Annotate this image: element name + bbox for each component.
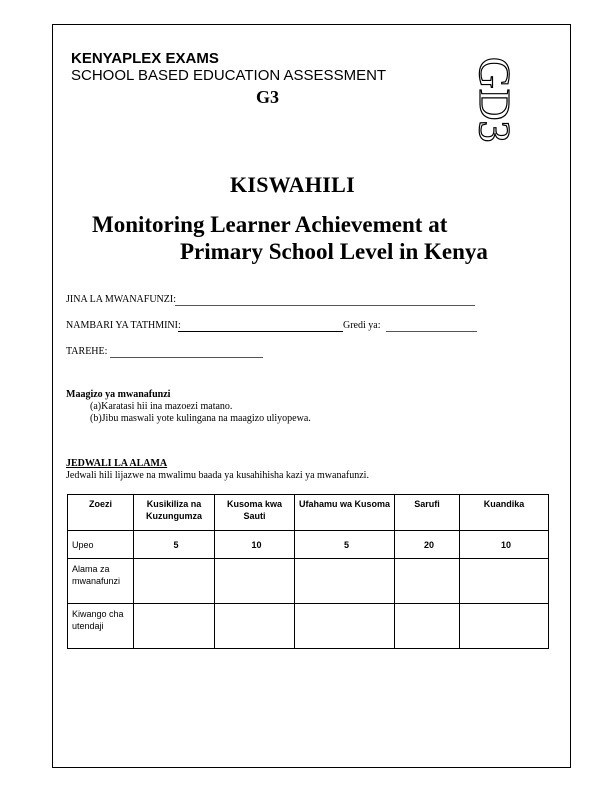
student-score-cell[interactable]	[215, 559, 295, 604]
row-label: Alama za mwanafunzi	[68, 559, 134, 604]
score-table-subtitle: Jedwali hili lijazwe na mwalimu baada ya kusahihisha kazi ya mwanafunzi.	[66, 470, 369, 481]
number-label: NAMBARI YA TATHMINI:	[66, 320, 181, 331]
performance-cell[interactable]	[215, 604, 295, 649]
performance-cell[interactable]	[395, 604, 460, 649]
side-grade-mark-text: GD3	[470, 57, 519, 143]
student-score-cell[interactable]	[395, 559, 460, 604]
max-score-cell: 10	[460, 531, 549, 559]
grade-field[interactable]	[386, 331, 477, 332]
subject-title: KISWAHILI	[230, 172, 355, 197]
column-header: Kusoma kwa Sauti	[215, 495, 295, 531]
assessment-title: SCHOOL BASED EDUCATION ASSESSMENT	[71, 67, 387, 84]
date-field[interactable]	[110, 357, 263, 358]
instruction-item: (a)Karatasi hii ina mazoezi matano.	[90, 401, 233, 412]
instruction-item: (b)Jibu maswali yote kulingana na maagizo uliyopewa.	[90, 413, 311, 424]
student-score-cell[interactable]	[295, 559, 395, 604]
score-table	[67, 494, 549, 649]
table-row	[68, 531, 549, 559]
column-header: Kusikiliza na Kuzungumza	[134, 495, 215, 531]
instructions-heading: Maagizo ya mwanafunzi	[66, 389, 171, 400]
performance-cell[interactable]	[134, 604, 215, 649]
grade-field-label: Gredi ya:	[343, 320, 381, 331]
column-header: Kuandika	[460, 495, 549, 531]
column-header: Sarufi	[395, 495, 460, 531]
name-field[interactable]	[175, 305, 475, 306]
max-score-cell: 10	[215, 531, 295, 559]
side-grade-mark	[470, 55, 519, 153]
name-label: JINA LA MWANAFUNZI:	[66, 294, 176, 305]
exam-org: KENYAPLEX EXAMS	[71, 50, 219, 67]
student-score-cell[interactable]	[134, 559, 215, 604]
performance-cell[interactable]	[295, 604, 395, 649]
row-label: Kiwango cha utendaji	[68, 604, 134, 649]
grade-label: G3	[256, 87, 280, 107]
column-header: Zoezi	[68, 495, 134, 531]
table-row	[68, 559, 549, 604]
student-score-cell[interactable]	[460, 559, 549, 604]
max-score-cell: 20	[395, 531, 460, 559]
column-header: Ufahamu wa Kusoma	[295, 495, 395, 531]
row-label: Upeo	[68, 531, 134, 559]
score-table-heading: JEDWALI LA ALAMA	[66, 458, 168, 469]
performance-cell[interactable]	[460, 604, 549, 649]
max-score-cell: 5	[295, 531, 395, 559]
date-label: TAREHE:	[66, 346, 108, 357]
max-score-cell: 5	[134, 531, 215, 559]
table-row	[68, 604, 549, 649]
number-field[interactable]	[178, 331, 343, 332]
main-title-line2: Primary School Level in Kenya	[180, 239, 488, 264]
table-header-row	[68, 495, 549, 531]
main-title-line1: Monitoring Learner Achievement at	[92, 212, 448, 237]
